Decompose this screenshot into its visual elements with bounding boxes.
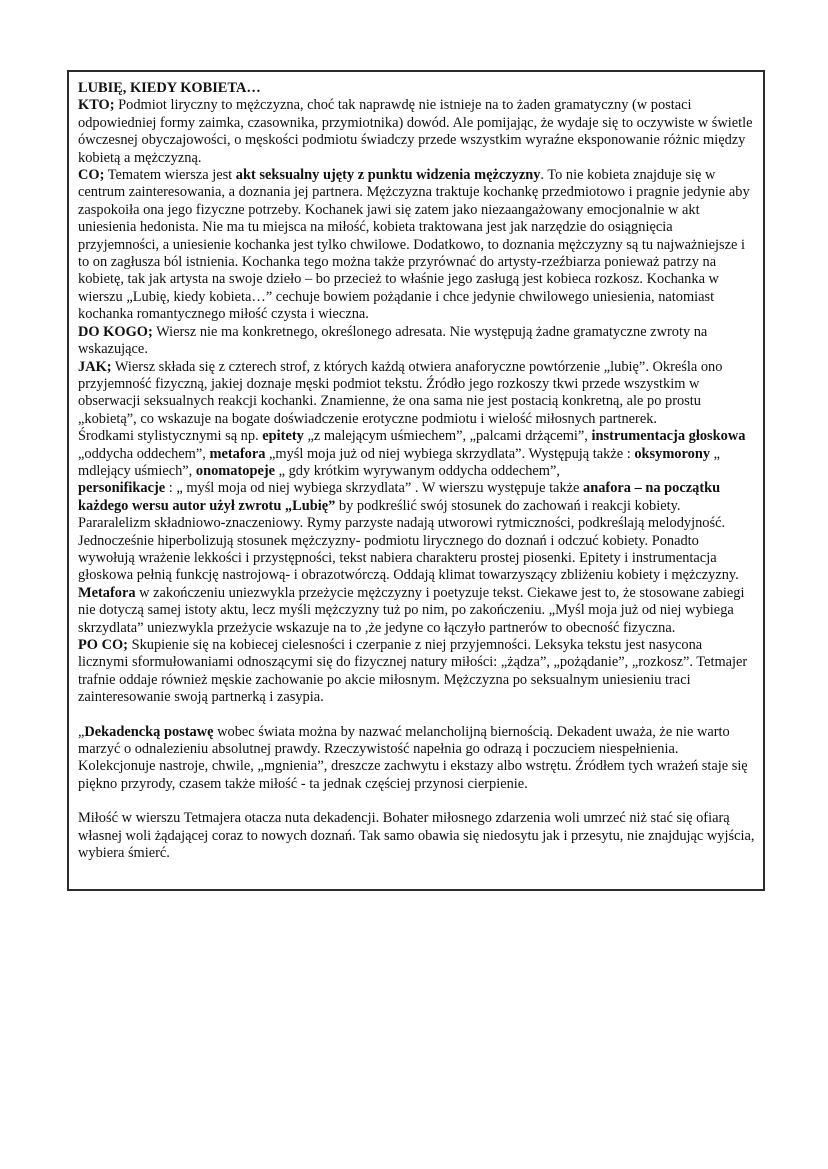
section-milosc [78,810,755,862]
section-co-text-2: . To nie kobieta znajduje się w centrum zainteresowania, a doznania jej partnera. Mężczyzna traktuje kochankę przedmiotowo i pragnie jedynie aby zaspokoiła ona jego fizyczne potrzeby. Kochanek jawi się zatem jako niezaangażowany emocjonalnie w akt uniesienia hedonista. Nie ma tu miejsca na miłość, kobieta traktowana jest jak narzędzie do osiągnięcia przyjemności, a uniesienie kochanka jest tylko chwilowe. Dodatkowo, to doznania mężczyzny są tu najważniejsze i to on zagłusza ból istnienia. Kochanka tego można także przyrównać do artysty-rzeźbiarza ponieważ patrzy na kobietę, tak jak artysta na swoje dzieło – bo przecież to właśnie jego zasługą jest kobieca rozkosz. Kochanka w wierszu „Lubię, kiedy kobieta…” cechuje bowiem pożądanie i chce jedynie chwilowego uniesienia, natomiast kochanka romantycznego miłość czysta i wieczna. [78,167,750,323]
section-kto [78,97,755,167]
section-milosc-text: Miłość w wierszu Tetmajera otacza nuta dekadencji. Bohater miłosnego zdarzenia woli umrzeć niż stać się ofiarą własnej woli żądającej coraz to nowych doznań. Tak samo obawia się niedosytu jak i przesytu, nie znajdując wyjścia, wybiera śmierć. [78,810,755,862]
section-do-kogo-label: DO KOGO; [78,323,153,340]
section-jak-text-8: : „ myśl moja od niej wybiega skrzydlata” . W wierszu występuje także [165,480,584,497]
document-frame [67,70,765,891]
section-jak-text-5: „myśl moja już od niej wybiega skrzydlata”. Występują także : [265,445,635,462]
section-jak-bold-anafora: anafora – na początku każdego wersu autor użył zwrotu „Lubię” [78,480,721,514]
section-jak-bold-personifikacje: personifikacje [78,480,166,497]
section-jak-bold-epitety: epitety [262,428,304,445]
section-po-co-label: PO CO; [78,637,128,653]
section-jak-bold-instrumentacja: instrumentacja głoskowa [591,428,746,445]
section-po-co-text: Skupienie się na kobiecej cielesności i czerpanie z niej przyjemności. Leksyka tekstu jest nasycona licznymi sformułowaniami odnoszącymi się do fizycznej natury miłości: „żądza”, „pożądanie”, „rozkosz”. Tetmajer trafnie oddaje również męskie zachowanie po akcie miłosnym. Mężczyzna po seksualnym uniesieniu traci zainteresowanie swoją partnerką i zasypia. [78,637,748,706]
section-jak-text-2: Środkami stylistycznymi są np. [78,428,263,445]
section-po-co [78,637,755,707]
document-title: LUBIĘ, KIEDY KOBIETA… [78,80,261,96]
section-kto-text: Podmiot liryczny to mężczyzna, choć tak naprawdę nie istnieje na to żaden gramatyczny (w postaci odpowiedniej formy zaimka, czasownika, przymiotnika) dowód. Ale pomijając, że wydaje się to oczywiste w świetle ówczesnej obyczajowości, o męskości podmiotu świadczy przede wszystkim wyraźne eksponowanie różnic między kobietą a mężczyzną. [78,97,753,166]
section-jak-bold-oksymorony: oksymorony [634,445,711,462]
section-kto-label: KTO; [78,97,115,114]
section-jak-text-3: „z malejącym uśmiechem”, „palcami drżącemi”, [303,428,592,445]
section-co-bold-1: akt seksualny ujęty z punktu widzenia mężczyzny [235,167,541,184]
section-co [78,167,755,324]
section-co-label: CO; [78,167,105,184]
section-dekadencja-text: wobec świata można by nazwać melancholijną biernością. Dekadent uważa, że nie warto marzyć o odnalezieniu absolutnej prawdy. Rzeczywistość napełnia go odrazą i poczuciem niespełnienia. Kolekcjonuje nastroje, chwile, „mgnienia”, dreszcze zachwytu i ekstazy albo wstrętu. Źródłem tych wrażeń staje się piękno przyrody, czasem także miłość - ta jednak częściej przynosi cierpienie. [78,723,748,792]
section-jak-text-10: w zakończeniu uniezwykla przeżycie mężczyzny i poetyzuje tekst. Ciekawe jest to, że stosowane zabiegi nie dotyczą samej istoty aktu, lecz myśli mężczyzny tuż po nim, po zakończeniu. „Myśl moja już od niej wybiega skrzydlata” uniezwykla przeżycie wskazuje na to ,że jedyne co łączyło partnerów to obecność fizyczna. [78,584,745,636]
section-jak-text-7: „ gdy krótkim wyrywanym oddycha oddechem”, [275,462,560,479]
section-jak-text-4: „oddycha oddechem”, [78,445,210,462]
section-jak-label: JAK; [78,358,112,375]
section-do-kogo-text: Wiersz nie ma konkretnego, określonego adresata. Nie występują żadne gramatyczne zwroty na wskazujące. [78,323,708,358]
section-co-text-1: Tematem wiersza jest [104,167,236,184]
section-jak-text-9: by podkreślić swój stosunek do zachowań i reakcji kobiety. Pararalelizm składniowo-znaczeniowy. Rymy parzyste nadają utworowi rytmiczności, podkreślają melodyjność. Jednocześnie hiperbolizują stosunek mężczyzny- podmiotu lirycznego do doznań i odczuć kobiety. Ponadto wywołują wrażenie lekkości i przystępności, tekst nabiera charakteru prostej piosenki. Epitety i instrumentacja głoskowa pełnią funkcję nastrojową- i obrazotwórczą. Oddają klimat towarzyszący zbliżeniu kobiety i mężczyzny. [78,497,739,584]
section-dekadencja [78,724,755,794]
section-dekadencja-quote: „ [78,723,85,740]
section-jak [78,359,755,638]
section-do-kogo [78,324,755,359]
section-jak-bold-onomatopeje: onomatopeje [195,462,276,479]
section-jak-bold-metafora-2: Metafora [78,584,136,601]
document-title-paragraph [78,80,755,97]
section-jak-text-6: „ mdlejący uśmiech”, [78,445,721,479]
section-jak-bold-metafora: metafora [209,445,266,462]
section-jak-text-1: Wiersz składa się z czterech strof, z których każdą otwiera anaforyczne powtórzenie „lubię”. Określa ono przyjemność fizyczną, jakiej doznaje męski podmiot tekstu. Źródło jego rozkoszy tkwi przede wszystkim w obserwacji seksualnych reakcji kochanki. Znamienne, że ona sama nie jest postacią konkretną, ale po prostu „kobietą”, co wskazuje na bogate doświadczenie erotyczne podmiotu i wielość miłosnych partnerek. [78,358,723,427]
section-dekadencja-bold: Dekadencką postawę [84,723,214,740]
